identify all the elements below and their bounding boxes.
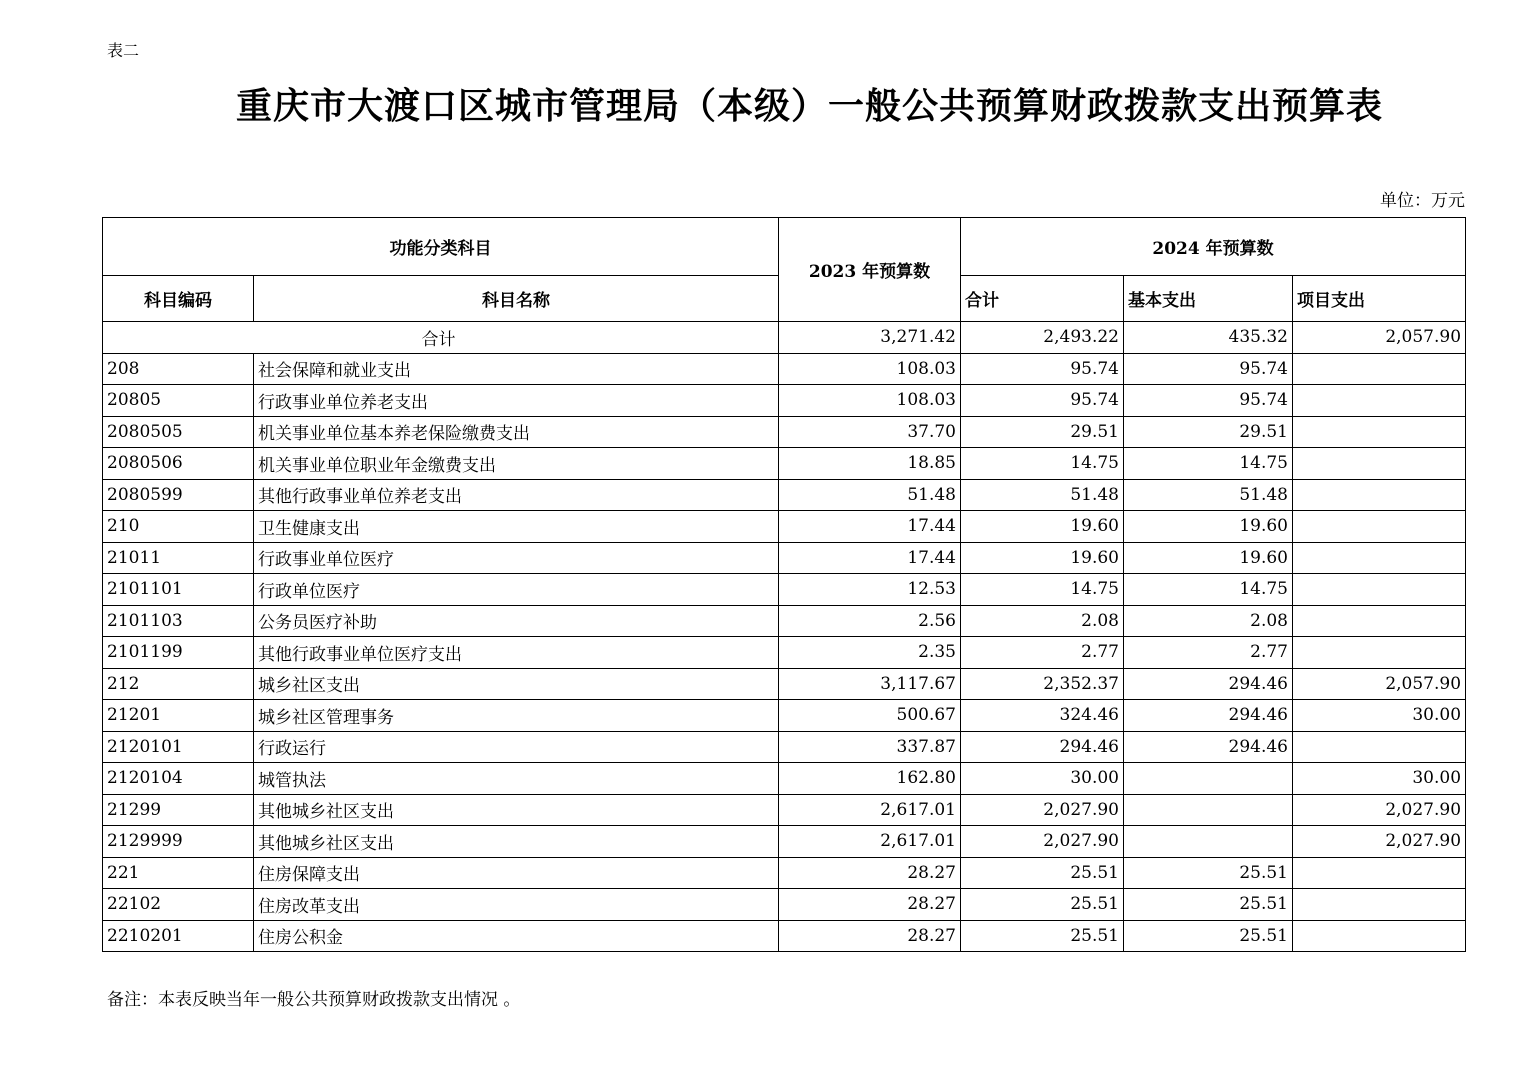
row-code: 208 [103,353,254,385]
row-project: 2,057.90 [1293,668,1466,700]
table-row [103,542,1466,574]
row-code: 22102 [103,889,254,921]
row-project [1293,637,1466,669]
row-total: 25.51 [961,857,1124,889]
row-project: 30.00 [1293,763,1466,795]
row-b2023: 2.56 [779,605,961,637]
row-b2023: 28.27 [779,857,961,889]
row-total: 2.08 [961,605,1124,637]
row-total: 30.00 [961,763,1124,795]
row-project: 30.00 [1293,700,1466,732]
table-row [103,605,1466,637]
row-basic: 14.75 [1124,448,1293,480]
row-basic: 294.46 [1124,731,1293,763]
row-name: 行政事业单位养老支出 [254,385,779,417]
row-project [1293,605,1466,637]
row-basic: 95.74 [1124,353,1293,385]
row-b2023: 108.03 [779,353,961,385]
row-project [1293,416,1466,448]
row-b2023: 2.35 [779,637,961,669]
row-b2023: 108.03 [779,385,961,417]
row-basic: 2.77 [1124,637,1293,669]
row-basic: 19.60 [1124,542,1293,574]
row-total: 19.60 [961,511,1124,543]
row-total: 25.51 [961,920,1124,952]
table-label: 表二 [107,41,140,60]
header-budget-2023: 2023 年预算数 [779,218,961,322]
row-b2023: 500.67 [779,700,961,732]
row-code: 2120104 [103,763,254,795]
table-row [103,668,1466,700]
row-name: 城乡社区管理事务 [254,700,779,732]
row-basic: 294.46 [1124,700,1293,732]
row-basic: 95.74 [1124,385,1293,417]
row-name: 公务员医疗补助 [254,605,779,637]
row-basic [1124,794,1293,826]
header-name: 科目名称 [254,276,779,322]
row-basic: 29.51 [1124,416,1293,448]
row-total: 95.74 [961,353,1124,385]
header-project: 项目支出 [1293,276,1466,322]
table-row [103,479,1466,511]
row-code: 2101101 [103,574,254,606]
row-name: 其他行政事业单位医疗支出 [254,637,779,669]
row-code: 21201 [103,700,254,732]
row-total: 51.48 [961,479,1124,511]
row-code: 2129999 [103,826,254,858]
row-name: 城乡社区支出 [254,668,779,700]
row-project [1293,889,1466,921]
header-functional: 功能分类科目 [103,218,779,276]
row-basic [1124,826,1293,858]
table-row [103,826,1466,858]
row-project [1293,731,1466,763]
row-project [1293,479,1466,511]
table-row [103,511,1466,543]
row-name: 行政事业单位医疗 [254,542,779,574]
total-row [103,322,1466,354]
total-label: 合计 [103,322,779,354]
row-name: 城管执法 [254,763,779,795]
row-code: 221 [103,857,254,889]
row-name: 机关事业单位基本养老保险缴费支出 [254,416,779,448]
row-b2023: 17.44 [779,511,961,543]
row-name: 住房改革支出 [254,889,779,921]
row-basic: 14.75 [1124,574,1293,606]
row-basic: 25.51 [1124,857,1293,889]
row-code: 212 [103,668,254,700]
table-row [103,700,1466,732]
row-basic: 19.60 [1124,511,1293,543]
total-basic: 435.32 [1124,322,1293,354]
row-code: 21299 [103,794,254,826]
row-total: 14.75 [961,448,1124,480]
table-row [103,731,1466,763]
row-total: 2.77 [961,637,1124,669]
row-project [1293,857,1466,889]
header-budget-2024: 2024 年预算数 [961,218,1466,276]
row-name: 行政单位医疗 [254,574,779,606]
row-name: 行政运行 [254,731,779,763]
row-b2023: 12.53 [779,574,961,606]
header-basic: 基本支出 [1124,276,1293,322]
row-project [1293,448,1466,480]
row-total: 2,352.37 [961,668,1124,700]
table-row [103,416,1466,448]
budget-table [102,217,1466,952]
unit-label: 单位：万元 [1380,191,1465,211]
row-b2023: 3,117.67 [779,668,961,700]
table-row [103,637,1466,669]
row-b2023: 37.70 [779,416,961,448]
table-row [103,353,1466,385]
row-code: 210 [103,511,254,543]
header-total: 合计 [961,276,1124,322]
row-b2023: 17.44 [779,542,961,574]
row-name: 住房保障支出 [254,857,779,889]
row-basic: 294.46 [1124,668,1293,700]
row-total: 2,027.90 [961,826,1124,858]
row-code: 2080599 [103,479,254,511]
row-name: 卫生健康支出 [254,511,779,543]
row-code: 2120101 [103,731,254,763]
row-name: 其他城乡社区支出 [254,826,779,858]
row-code: 2080505 [103,416,254,448]
row-basic: 25.51 [1124,920,1293,952]
row-code: 2210201 [103,920,254,952]
table-row [103,574,1466,606]
table-row [103,448,1466,480]
row-total: 2,027.90 [961,794,1124,826]
footnote: 备注：本表反映当年一般公共预算财政拨款支出情况 。 [107,990,521,1010]
row-basic: 51.48 [1124,479,1293,511]
row-basic: 2.08 [1124,605,1293,637]
row-project [1293,353,1466,385]
row-b2023: 162.80 [779,763,961,795]
row-total: 29.51 [961,416,1124,448]
row-b2023: 28.27 [779,920,961,952]
row-project [1293,385,1466,417]
row-name: 机关事业单位职业年金缴费支出 [254,448,779,480]
row-project [1293,920,1466,952]
row-b2023: 18.85 [779,448,961,480]
row-b2023: 28.27 [779,889,961,921]
table-row [103,794,1466,826]
header-code: 科目编码 [103,276,254,322]
row-project [1293,542,1466,574]
row-b2023: 51.48 [779,479,961,511]
row-total: 19.60 [961,542,1124,574]
row-project [1293,511,1466,543]
row-code: 2101103 [103,605,254,637]
row-code: 2101199 [103,637,254,669]
total-b2023: 3,271.42 [779,322,961,354]
row-name: 社会保障和就业支出 [254,353,779,385]
table-row [103,889,1466,921]
page-title: 重庆市大渡口区城市管理局（本级）一般公共预算财政拨款支出预算表 [235,85,1383,127]
row-code: 21011 [103,542,254,574]
row-name: 其他行政事业单位养老支出 [254,479,779,511]
row-total: 25.51 [961,889,1124,921]
table-row [103,857,1466,889]
total-total: 2,493.22 [961,322,1124,354]
row-basic [1124,763,1293,795]
row-code: 2080506 [103,448,254,480]
row-basic: 25.51 [1124,889,1293,921]
row-b2023: 2,617.01 [779,794,961,826]
row-total: 294.46 [961,731,1124,763]
row-total: 95.74 [961,385,1124,417]
row-b2023: 337.87 [779,731,961,763]
row-project: 2,027.90 [1293,826,1466,858]
row-project [1293,574,1466,606]
table-row [103,920,1466,952]
row-project: 2,027.90 [1293,794,1466,826]
table-row [103,385,1466,417]
row-name: 住房公积金 [254,920,779,952]
row-b2023: 2,617.01 [779,826,961,858]
total-project: 2,057.90 [1293,322,1466,354]
row-code: 20805 [103,385,254,417]
row-total: 324.46 [961,700,1124,732]
table-row [103,763,1466,795]
row-total: 14.75 [961,574,1124,606]
row-name: 其他城乡社区支出 [254,794,779,826]
